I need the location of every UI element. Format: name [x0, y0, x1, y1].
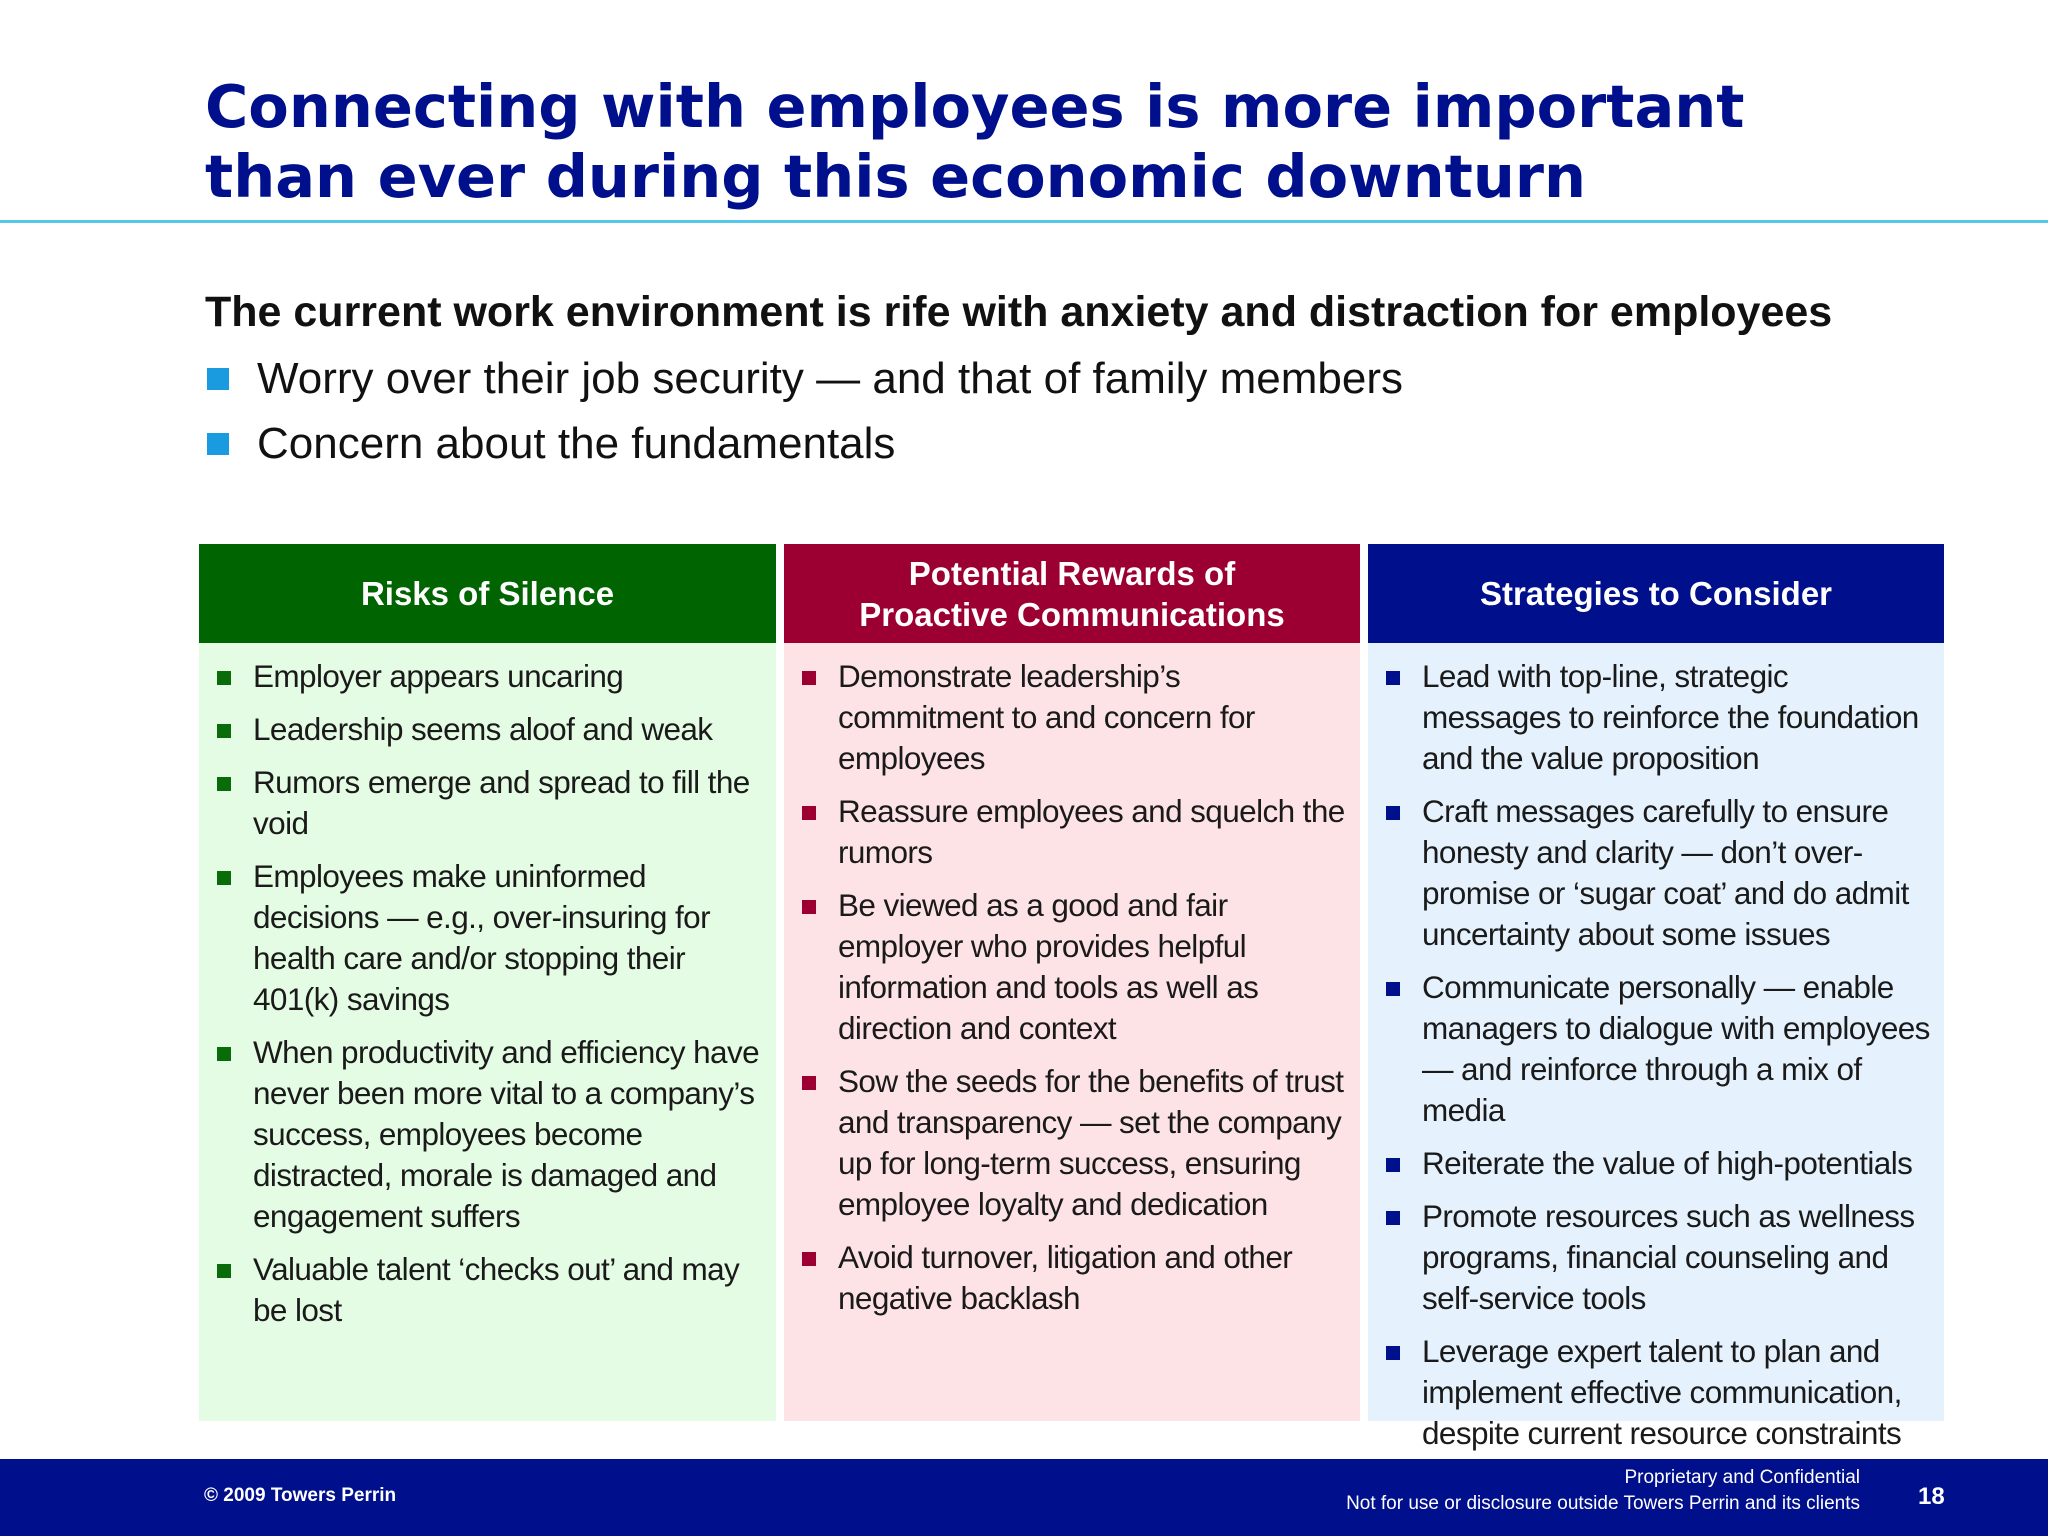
column-heading: Risks of Silence [360, 575, 615, 612]
list-item-text: Sow the seeds for the benefits of trust and transparency — set the company up for long-term success, ensuring employee loyalty and dedication [838, 1063, 1344, 1222]
list-item [794, 791, 1346, 873]
intro-bullet-text: Concern about the fundamentals [257, 419, 896, 468]
list-item-text: When productivity and efficiency have never been more vital to a company’s success, employees become distracted, morale is damaged and engagement suffers [253, 1034, 760, 1234]
list-item [209, 856, 762, 1020]
list-item-text: Employees make uninformed decisions — e.g., over-insuring for health care and/or stopping their 401(k) savings [253, 858, 710, 1017]
list-item-text: Valuable talent ‘checks out’ and may be lost [253, 1251, 740, 1328]
column-heading [859, 553, 1284, 635]
list-item [1378, 967, 1930, 1131]
list-item [209, 1249, 762, 1331]
list-item [1378, 1196, 1930, 1319]
square-bullet-icon [802, 671, 816, 685]
intro-bullet-text: Worry over their job security — and that of family members [257, 354, 1404, 403]
slide-title-line: than ever during this economic downturn [205, 142, 1586, 211]
square-bullet-icon [1386, 671, 1400, 685]
list-item [794, 1061, 1346, 1225]
column-item-list [1378, 656, 1930, 1454]
strategies-column [1368, 544, 1944, 1451]
list-item [1378, 791, 1930, 955]
list-item-text: Leadership seems aloof and weak [253, 711, 713, 747]
square-bullet-icon [217, 871, 231, 885]
column-item-list [794, 656, 1346, 1319]
slide-title [205, 72, 1955, 212]
column-heading-line: Potential Rewards of [908, 554, 1236, 592]
list-item [1378, 1143, 1930, 1184]
list-item [209, 709, 762, 750]
column-body [784, 643, 1360, 1421]
square-bullet-icon [802, 1252, 816, 1266]
square-bullet-icon [1386, 1211, 1400, 1225]
intro-bullet [207, 346, 1403, 411]
list-item-text: Reiterate the value of high-potentials [1422, 1145, 1913, 1181]
slide-title-line: Connecting with employees is more important [205, 72, 1745, 141]
square-bullet-icon [217, 1047, 231, 1061]
list-item-text: Leverage expert talent to plan and implement effective communication, despite current resource constraints [1422, 1333, 1902, 1451]
list-item-text: Avoid turnover, litigation and other negative backlash [838, 1239, 1293, 1316]
confidentiality-notice [1346, 1465, 1860, 1517]
column-item-list [209, 656, 762, 1331]
list-item-text: Demonstrate leadership’s commitment to and concern for employees [838, 658, 1255, 776]
square-bullet-icon [1386, 1346, 1400, 1360]
column-header [199, 544, 776, 643]
list-item-text: Craft messages carefully to ensure honesty and clarity — don’t over-promise or ‘sugar coat’ and do admit uncertainty about some issues [1422, 793, 1909, 952]
list-item-text: Promote resources such as wellness programs, financial counseling and self-service tools [1422, 1198, 1915, 1316]
intro-bullet-list [207, 346, 1403, 476]
list-item-text: Lead with top-line, strategic messages to reinforce the foundation and the value proposition [1422, 658, 1919, 776]
square-bullet-icon [217, 724, 231, 738]
list-item-text: Communicate personally — enable managers to dialogue with employees — and reinforce through a mix of media [1422, 969, 1930, 1128]
list-item [1378, 1331, 1930, 1454]
list-item-text: Employer appears uncaring [253, 658, 624, 694]
slide-footer [0, 1459, 2048, 1536]
column-heading: Strategies to Consider [1479, 575, 1833, 612]
intro-bullet [207, 411, 1403, 476]
column-body [199, 643, 776, 1421]
square-bullet-icon [1386, 1158, 1400, 1172]
risks-of-silence-column [199, 544, 776, 1421]
square-bullet-icon [217, 777, 231, 791]
column-header [784, 544, 1360, 643]
list-item [794, 1237, 1346, 1319]
confidentiality-line: Not for use or disclosure outside Towers Perrin and its clients [1346, 1493, 1860, 1514]
list-item [794, 885, 1346, 1049]
square-bullet-icon [217, 671, 231, 685]
list-item [1378, 656, 1930, 779]
square-bullet-icon [802, 900, 816, 914]
list-item [209, 1032, 762, 1237]
square-bullet-icon [207, 433, 229, 455]
square-bullet-icon [207, 368, 229, 390]
potential-rewards-column [784, 544, 1360, 1421]
title-divider [0, 220, 2048, 223]
column-body [1368, 643, 1944, 1451]
square-bullet-icon [1386, 982, 1400, 996]
square-bullet-icon [217, 1264, 231, 1278]
list-item-text: Rumors emerge and spread to fill the void [253, 764, 750, 841]
column-heading-line: Proactive Communications [859, 595, 1285, 633]
lede-text: The current work environment is rife with anxiety and distraction for employees [205, 288, 1833, 336]
square-bullet-icon [1386, 806, 1400, 820]
list-item-text: Be viewed as a good and fair employer who provides helpful information and tools as well as direction and context [838, 887, 1259, 1046]
square-bullet-icon [802, 1076, 816, 1090]
column-header [1368, 544, 1944, 643]
confidentiality-line: Proprietary and Confidential [1624, 1467, 1860, 1488]
list-item [209, 762, 762, 844]
list-item [794, 656, 1346, 779]
square-bullet-icon [802, 806, 816, 820]
page-number: 18 [1918, 1483, 1945, 1510]
list-item [209, 656, 762, 697]
list-item-text: Reassure employees and squelch the rumors [838, 793, 1345, 870]
copyright-text: © 2009 Towers Perrin [204, 1485, 397, 1506]
